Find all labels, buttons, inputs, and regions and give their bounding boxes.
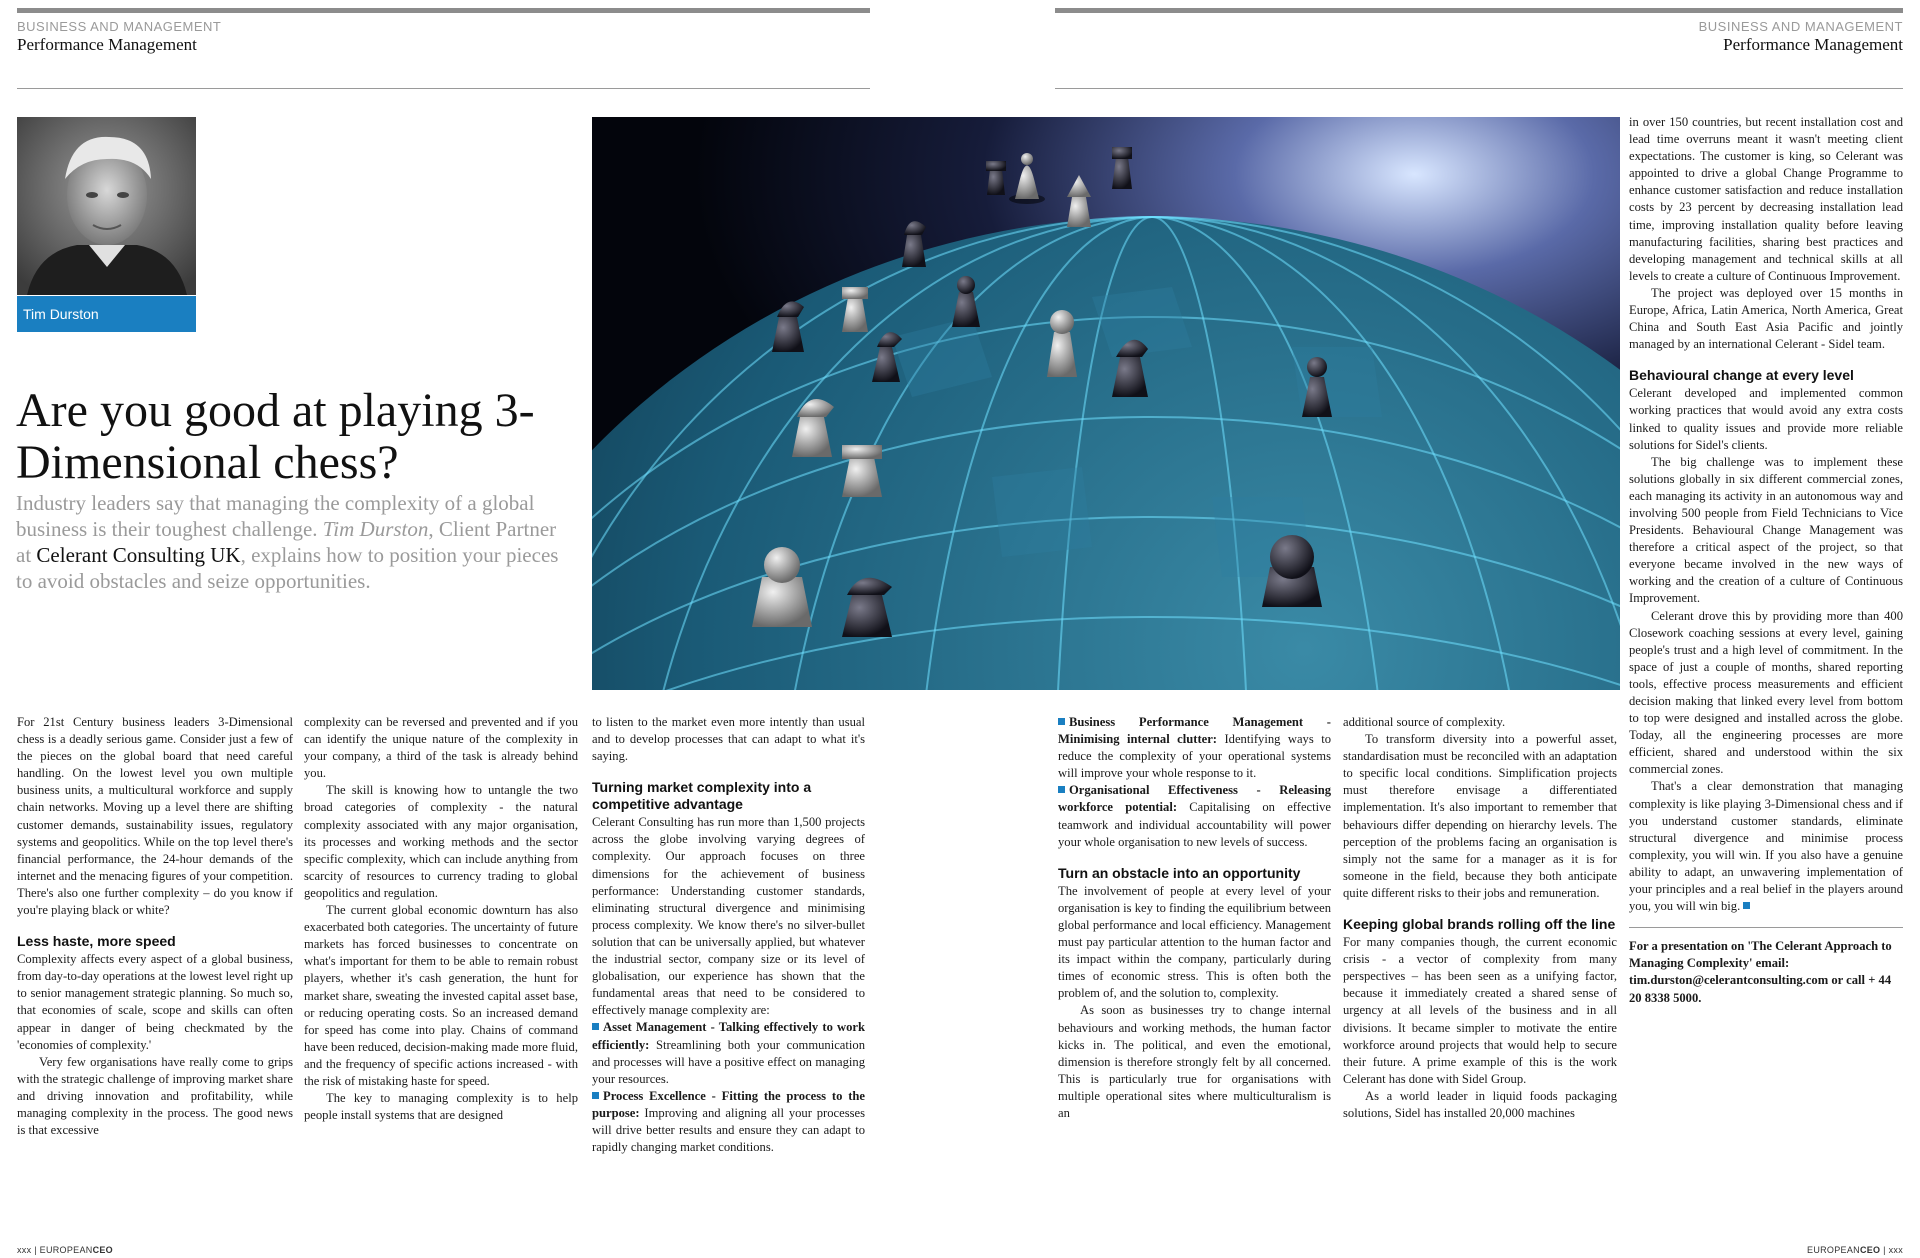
paragraph: Complexity affects every aspect of a global business, from day-to-day operations at the lowest level right up to senior management strategic planning. So much so, that economies of scale, scope and skills can often appear in danger of being checkmated by the 'economies of complexity.' (17, 952, 293, 1052)
paragraph: The key to managing complexity is to help people install systems that are designed (304, 1091, 578, 1123)
paragraph: To transform diversity into a powerful asset, standardisation must be reconciled with an adaptation to specific local conditions. Simplification projects must therefore envisage a differentiated implementation. It's also important to remember that behaviours differ depending on hierarchy levels. The perception of the problems facing an organisation is simply not the same for a manager as it is for someone in the field, because they both anticipate quite different risks to their jobs and remuneration. (1343, 732, 1617, 900)
column-2 (304, 714, 578, 1124)
author-photo (17, 117, 196, 295)
paragraph: As soon as businesses try to change internal behaviours and working methods, the human factor kicks in. The political, and even the emotional, dimension is therefore strongly felt by all concerned. This is particularly true for organisations with multiple operational sites where multiculturalism is an (1058, 1003, 1331, 1120)
subheading: Behavioural change at every level (1629, 367, 1854, 384)
headline: Are you good at playing 3-Dimensional chess? (16, 384, 535, 489)
standfirst: Industry leaders say that managing the complexity of a global business is their toughest challenge. Tim Durston, Client Partner at Celerant Consulting UK, explains how to position your pieces to avoid obstacles and seize opportunities. (16, 491, 559, 593)
header-rule (1055, 88, 1903, 89)
subheading: Keeping global brands rolling off the line (1343, 916, 1616, 933)
bullet-item: Asset Management - Talking effectively to work efficiently: Streamlining both your communication and processes will have a positive effect on managing your resources. (592, 1020, 865, 1086)
right-page (1055, 0, 1920, 1258)
column-5 (1343, 714, 1617, 1122)
paragraph: As a world leader in liquid foods packaging solutions, Sidel has installed 20,000 machines (1343, 1088, 1617, 1120)
subheading: Less haste, more speed (17, 933, 176, 950)
paragraph: For many companies though, the current economic crisis - a vector of complexity from many perspectives – has been seen as a unifying factor, because it immediately created a shared sense of urgency at all levels of the business and in all divisions. It became simpler to motivate the entire workforce around projects that would help to secure their future. A prime example of this is the work Celerant has done with Sidel Group. (1343, 935, 1617, 1086)
contact-promo: For a presentation on 'The Celerant Approach to Managing Complexity' email: tim.durston@celerantconsulting.com or call + 44 20 8338 5000. (1629, 939, 1892, 1005)
top-bar (1055, 8, 1903, 13)
paragraph: The skill is knowing how to untangle the two broad categories of complexity - the natural complexity associated with any major organisation, its processes and working methods and the sector specific complexity, which can include anything from scarcity of resources to currency trading to global geopolitics and regulation. (304, 783, 578, 900)
paragraph: in over 150 countries, but recent installation cost and lead time overruns meant it wasn't meeting client expectations. The customer is king, so Celerant was appointed to drive a global Change Programme to enhance customer satisfaction and reduce installation costs by 23 percent by decreasing installation lead time, improving installation quality before leaving manufacturing facilities, sharing best practices and developing management and technical skills at all levels to create a culture of Continuous Improvement. (1629, 115, 1903, 283)
subheading: Turning market complexity into a competitive advantage (592, 779, 812, 813)
paragraph: to listen to the market even more intently than usual and to develop processes that can adapt to what it's saying. (592, 715, 865, 764)
paragraph: The involvement of people at every level of your organisation is key to finding the equilibrium between global performance and local efficiency. Management must pay particular attention to the human factor and its impact within the company, particularly during times of economic stress. This is often both the problem of, and the solution to, complexity. (1058, 883, 1331, 1001)
bullet-square-icon (592, 1023, 599, 1030)
subheading: Turn an obstacle into an opportunity (1058, 864, 1301, 881)
end-mark-icon (1743, 902, 1750, 909)
footer-right: EUROPEANCEO | xxx (1807, 1245, 1903, 1255)
paragraph: additional source of complexity. (1343, 715, 1506, 729)
paragraph: complexity can be reversed and prevented and if you can identify the unique nature of the complexity in your company, a third of the task is already behind you. (304, 715, 578, 781)
promo-divider (1629, 927, 1903, 928)
column-4 (1058, 714, 1331, 1122)
paragraph: Very few organisations have really come to grips with the strategic challenge of improving market share and driving innovation and profitability, while managing complexity in the process. The good news is that excessive (17, 1054, 293, 1138)
paragraph: The project was deployed over 15 months in Europe, Africa, Latin America, North America, Great China and South East Asia Pacific and jointly managed by an international Celerant - Sidel team. (1629, 285, 1903, 352)
top-bar (17, 8, 870, 13)
column-1 (17, 714, 293, 1139)
paragraph: For 21st Century business leaders 3-Dimensional chess is a deadly serious game. Consider just a few of the pieces on the global board that need careful handling. On the lowest level you own multiple business units, a multicultural workforce and supply chain networks. Moving up a level there are shifting customer demands, sustainability issues, regulatory systems and geopolitics. While on the top level there's financial performance, the 24-hour demands of the internet and the menacing figures of your competition. There's also one further complexity – do you know if you're playing black or white? (17, 715, 293, 918)
bullet-square-icon (1058, 718, 1065, 725)
bullet-square-icon (592, 1092, 599, 1099)
portrait-image (17, 117, 196, 295)
header-rule (17, 88, 870, 89)
paragraph: The big challenge was to implement these solutions globally in six different commercial zones, each managing its activity in an autonomous way and involving 500 people from Field Technicians to Vice Presidents. Behavioural Change Management was therefore a critical aspect of the project, so that everyone became involved in the new ways of working and the creation of a culture of Continuous Improvement. (1629, 454, 1903, 606)
column-3 (592, 714, 865, 1156)
author-name-box: Tim Durston (17, 296, 196, 332)
bullet-item: Organisational Effectiveness - Releasing workforce potential: Capitalising on effective teamwork and individual accountability will power your whole organisation to new levels of success. (1058, 783, 1332, 849)
paragraph: Celerant developed and implemented common working practices that would avoid any extra costs linked to quality issues and provide more reliable solutions for Sidel's clients. (1629, 386, 1903, 452)
paragraph: That's a clear demonstration that managing complexity is like playing 3-Dimensional chess and if you understand customer standards, eliminate structural divergence and minimise process complexity, you will win. If you also have a genuine ability to adapt, an unwavering implementation of your principles and a real belief in the players around you, you will win big. (1629, 779, 1903, 914)
section-title: Performance Management (17, 35, 197, 54)
column-6 (1629, 114, 1903, 1007)
footer-left: xxx | EUROPEANCEO (17, 1245, 113, 1255)
paragraph: Celerant Consulting has run more than 1,500 projects across the globe involving varying degrees of complexity. Our approach focuses on three dimensions for the achievement of business performance: Understanding customer standards, eliminating structural divergence and minimising process complexity. We know there's no silver-bullet solution that can be universally applied, but whatever the industrial sector, company size or its level of globalisation, our experience has shown that the fundamental areas that need to be considered to effectively manage complexity are: (592, 815, 865, 1018)
paragraph: The current global economic downturn has also exacerbated both categories. The uncertainty of future markets has forced businesses to concentrate on what's important for them to be able to remain robust players, whether it's cash generation, the hunt for market share, sweating the invested capital asset base, or reducing operating costs. So an increased demand for speed has come into play. Chains of command have been reduced, decision-making made more fluid, and the frequency of specific actions increased - with the risk of mistaking haste for speed. (304, 903, 578, 1088)
section-title: Performance Management (1723, 35, 1903, 54)
section-label: BUSINESS AND MANAGEMENT (1698, 19, 1903, 34)
bullet-item: Business Performance Management - Minimising internal clutter: Identifying ways to reduce the complexity of your operational systems will improve your whole response to it. (1058, 715, 1331, 781)
paragraph: Celerant drove this by providing more than 400 Closework coaching sessions at every level, gaining people's trust and a high level of commitment. In the space of just a couple of months, shared reporting tools, effective process measurements and efficient decision making that linked every level from bottom to top were designed and installed across the globe. Today, all the engineering processes are more efficient, shared and understood within the six commercial zones. (1629, 608, 1903, 777)
bullet-item: Process Excellence - Fitting the process to the purpose: Improving and aligning all your processes will drive better results and ensure they can adapt to rapidly changing market conditions. (592, 1088, 865, 1155)
bullet-square-icon (1058, 786, 1065, 793)
section-label: BUSINESS AND MANAGEMENT (17, 19, 222, 34)
